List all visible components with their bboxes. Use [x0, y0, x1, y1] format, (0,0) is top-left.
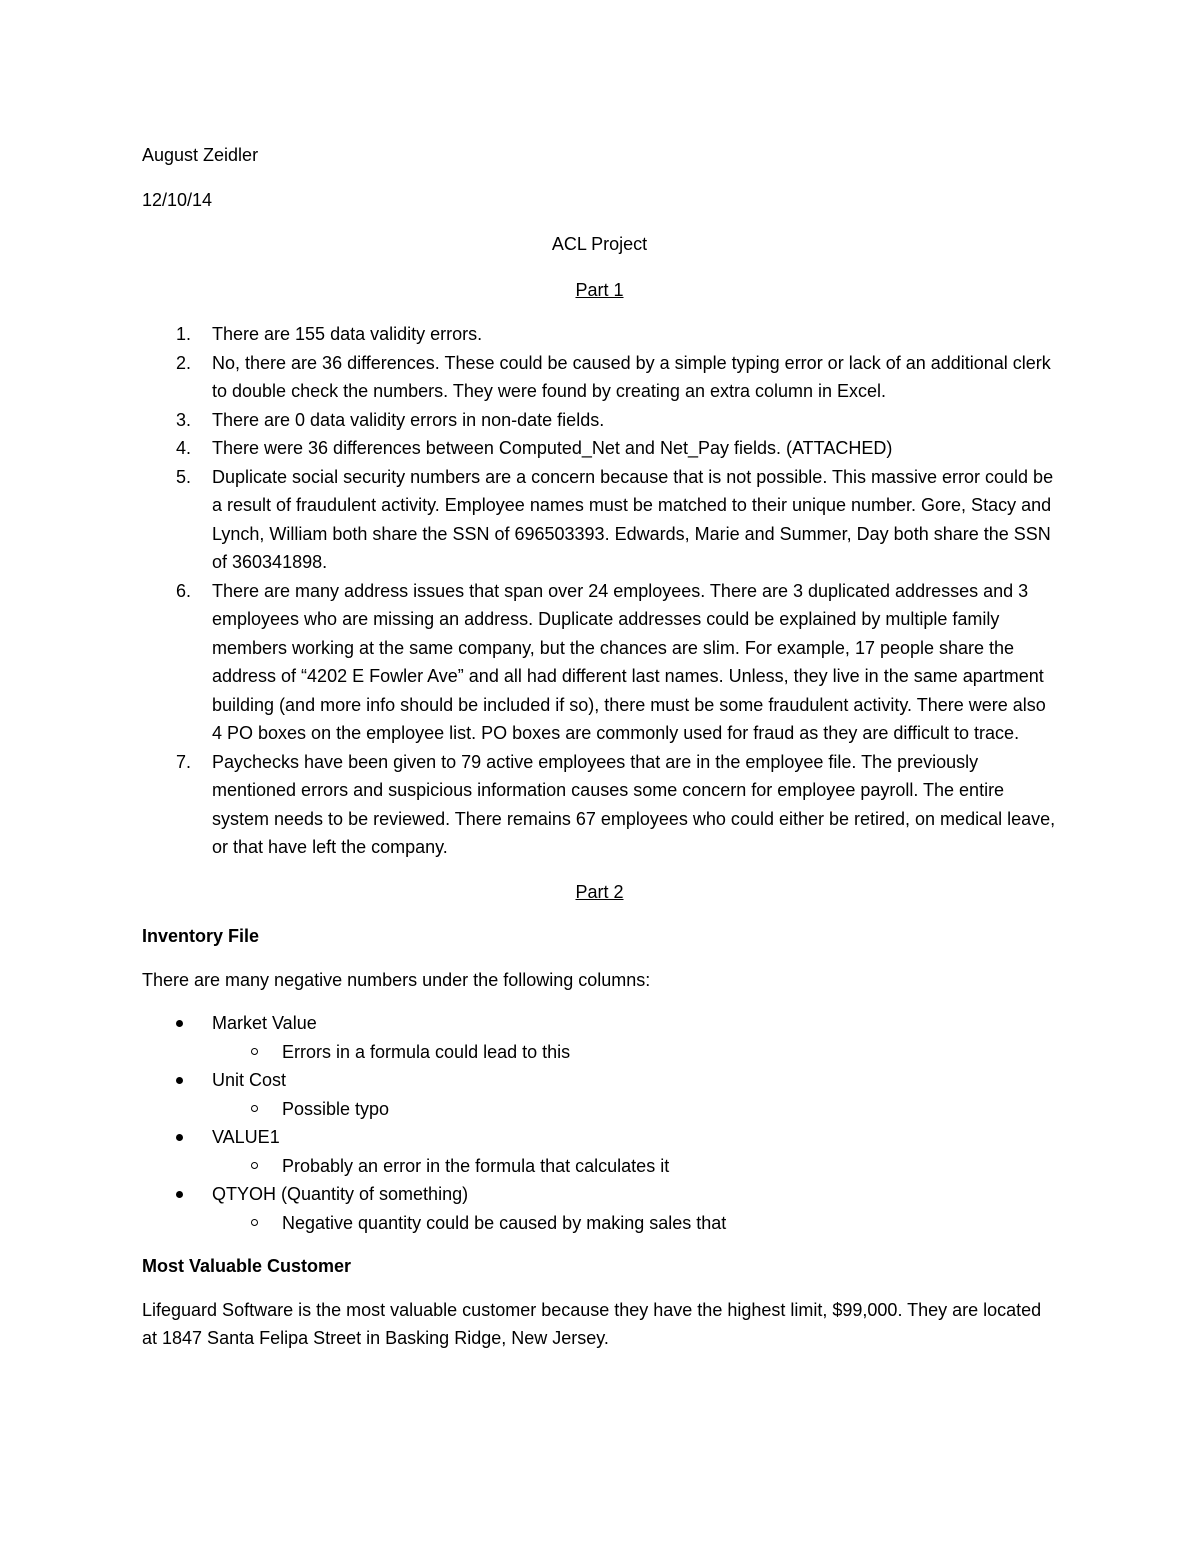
inventory-intro: There are many negative numbers under the following columns:	[142, 969, 651, 990]
sub-list	[212, 1038, 1057, 1067]
list-item-text: There were 36 differences between Computed_Net and Net_Pay fields. (ATTACHED)	[212, 438, 893, 458]
hollow-bullet-icon	[251, 1219, 258, 1226]
sub-list	[212, 1209, 1057, 1238]
document-body	[142, 141, 1057, 1353]
document-title: ACL Project	[551, 234, 648, 254]
bullet-icon	[176, 1077, 183, 1084]
bullet-item	[142, 1066, 1057, 1123]
list-item	[142, 320, 1057, 349]
sub-list	[212, 1152, 1057, 1181]
sub-list	[212, 1095, 1057, 1124]
list-item-text: No, there are 36 differences. These could be caused by a simple typing error or lack of an additional clerk to double check the numbers. They were found by creating an extra column in Excel.	[212, 352, 1051, 401]
sub-item	[212, 1209, 1057, 1238]
author-name: August Zeidler	[142, 145, 259, 165]
customer-paragraph: Lifeguard Software is the most valuable customer because they have the highest limit, $99,000. They are located at 1847 Santa Felipa Street in Basking Ridge, New Jersey.	[142, 1299, 1042, 1348]
list-item	[142, 748, 1057, 862]
sub-item-text: Probably an error in the formula that calculates it	[282, 1155, 670, 1176]
bullet-label: VALUE1	[212, 1127, 280, 1147]
bullet-label: Unit Cost	[212, 1070, 287, 1090]
list-item-number: 4.	[176, 438, 192, 458]
list-item-number: 5.	[176, 466, 192, 487]
list-item-number: 2.	[176, 352, 192, 373]
sub-item-text: Errors in a formula could lead to this	[282, 1041, 571, 1062]
list-item	[142, 406, 1057, 435]
hollow-bullet-icon	[251, 1162, 258, 1169]
sub-item-text: Negative quantity could be caused by making sales that	[282, 1212, 727, 1233]
list-item-number: 7.	[176, 751, 192, 772]
bullet-icon	[176, 1191, 183, 1198]
part2-heading: Part 2	[575, 881, 624, 902]
sub-item	[212, 1152, 1057, 1181]
bullet-item	[142, 1123, 1057, 1180]
inventory-column-list	[142, 1009, 1057, 1237]
list-item	[142, 434, 1057, 463]
list-item-number: 6.	[176, 580, 192, 601]
list-item-number: 1.	[176, 324, 192, 344]
list-item	[142, 577, 1057, 748]
bullet-label: QTYOH (Quantity of something)	[212, 1184, 469, 1204]
part1-heading: Part 1	[575, 279, 624, 300]
customer-heading: Most Valuable Customer	[142, 1256, 352, 1276]
bullet-item	[142, 1009, 1057, 1066]
bullet-icon	[176, 1134, 183, 1141]
sub-item	[212, 1095, 1057, 1124]
hollow-bullet-icon	[251, 1048, 258, 1055]
document-date: 12/10/14	[142, 189, 213, 210]
list-item	[142, 463, 1057, 577]
list-item-text: Paychecks have been given to 79 active employees that are in the employee file. The previously mentioned errors and suspicious information causes some concern for employee payroll. The entire system needs to be reviewed. There remains 67 employees who could either be retired, on medical leave, or that have left the company.	[212, 751, 1056, 857]
sub-item	[212, 1038, 1057, 1067]
sub-item-text: Possible typo	[282, 1098, 390, 1119]
list-item-text: There are many address issues that span over 24 employees. There are 3 duplicated addresses and 3 employees who are missing an address. Duplicate addresses could be explained by multiple family members working at the same company, but the chances are slim. For example, 17 people share the address of “4202 E Fowler Ave” and all had different last names. Unless, they live in the same apartment building (and more info should be included if so), there must be some fraudulent activity. There were also 4 PO boxes on the employee list. PO boxes are commonly used for fraud as they are difficult to trace.	[212, 580, 1046, 743]
bullet-item	[142, 1180, 1057, 1237]
list-item-number: 3.	[176, 409, 192, 430]
list-item-text: There are 0 data validity errors in non-date fields.	[212, 409, 605, 430]
list-item-text: Duplicate social security numbers are a concern because that is not possible. This massive error could be a result of fraudulent activity. Employee names must be matched to their unique number. Gore, Stacy and Lynch, William both share the SSN of 696503393. Edwards, Marie and Summer, Day both share the SSN of 360341898.	[212, 466, 1054, 572]
list-item-text: There are 155 data validity errors.	[212, 324, 483, 344]
hollow-bullet-icon	[251, 1105, 258, 1112]
list-item	[142, 349, 1057, 406]
bullet-icon	[176, 1020, 183, 1027]
part1-list	[142, 320, 1057, 862]
bullet-label: Market Value	[212, 1013, 317, 1033]
inventory-heading: Inventory File	[142, 926, 260, 946]
